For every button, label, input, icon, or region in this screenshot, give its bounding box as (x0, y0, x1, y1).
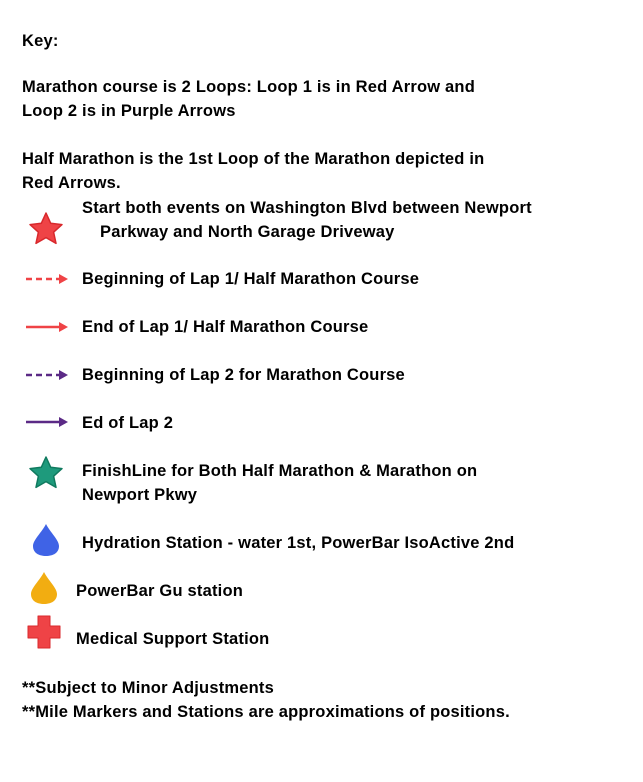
half-marathon-description-line-1: Half Marathon is the 1st Loop of the Marathon depicted in (22, 150, 485, 168)
orange-drop-icon (28, 570, 60, 606)
half-marathon-description-line-2: Red Arrows. (22, 174, 121, 192)
marathon-description-line-2: Loop 2 is in Purple Arrows (22, 102, 236, 120)
key-title: Key: (22, 32, 59, 50)
red-solid-arrow-icon (24, 320, 70, 334)
note-adjustments: **Subject to Minor Adjustments (22, 679, 274, 697)
red-star-icon (28, 211, 64, 247)
purple-dashed-arrow-icon (24, 368, 70, 382)
start-label-line-1: Start both events on Washington Blvd between Newport (82, 199, 532, 217)
note-approximations: **Mile Markers and Stations are approximations of positions. (22, 703, 510, 721)
hydration-label: Hydration Station - water 1st, PowerBar IsoActive 2nd (82, 534, 515, 552)
finish-label-line-1: FinishLine for Both Half Marathon & Marathon on (82, 462, 478, 480)
red-cross-icon (26, 614, 62, 650)
finish-label-line-2: Newport Pkwy (82, 486, 198, 504)
lap1-begin-label: Beginning of Lap 1/ Half Marathon Course (82, 270, 420, 288)
lap2-end-label: Ed of Lap 2 (82, 414, 174, 432)
red-dashed-arrow-icon (24, 272, 70, 286)
medical-label: Medical Support Station (76, 630, 270, 648)
start-label-line-2: Parkway and North Garage Driveway (100, 223, 395, 241)
green-star-icon (28, 455, 64, 491)
gu-label: PowerBar Gu station (76, 582, 243, 600)
blue-drop-icon (30, 522, 62, 558)
marathon-description-line-1: Marathon course is 2 Loops: Loop 1 is in Red Arrow and (22, 78, 475, 96)
purple-solid-arrow-icon (24, 415, 70, 429)
lap1-end-label: End of Lap 1/ Half Marathon Course (82, 318, 369, 336)
lap2-begin-label: Beginning of Lap 2 for Marathon Course (82, 366, 405, 384)
